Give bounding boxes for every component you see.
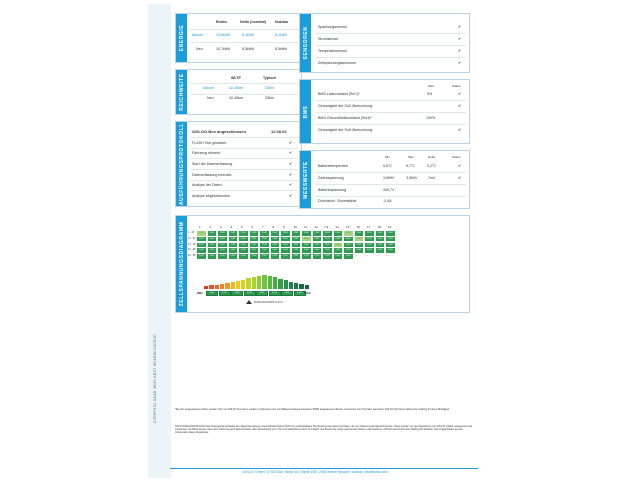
cell-voltage: 3,569: [219, 237, 225, 240]
energie-value: 8,4kWh: [275, 33, 288, 37]
cell-voltage: 3,569: [230, 237, 236, 240]
footer-address: AVILOO GmbH | IZ NÖ-Süd, Straße 15, Objekt 63/5 | 2355 Wiener Neudorf | Austria | info@aviloo.com: [243, 470, 388, 474]
cell-voltage: 3,569: [251, 237, 257, 240]
cell-empty: —: [365, 253, 368, 258]
cell-voltage: 3,569: [324, 243, 330, 246]
cell-voltage: 3,569: [324, 255, 330, 258]
column-label: 8: [272, 225, 275, 229]
check-icon: ✔: [458, 48, 462, 53]
cell-voltage: 3,569: [261, 237, 267, 240]
protokoll-item: Fahrzeug erkannt.: [192, 151, 222, 155]
cell-voltage: 3,569: [219, 249, 225, 252]
distribution-bar: [299, 284, 303, 289]
cell-voltage: 3,569: [261, 255, 267, 258]
cell-voltage: 3,569: [240, 249, 246, 252]
energie-tab: ENERGIE: [176, 14, 187, 62]
reichweite-value: 33km: [265, 86, 274, 90]
distribution-bar: [305, 285, 309, 289]
check-icon: ✔: [458, 175, 462, 180]
energie-header-nutzbar: Nutzbar: [275, 20, 289, 24]
distribution-bar: [289, 282, 293, 289]
messwerte-tab: MESSWERTE: [300, 151, 311, 208]
check-icon: ✔: [458, 103, 462, 108]
messwerte-row-label: Batterietemperatur: [318, 164, 348, 168]
cell-voltage: 3,569: [272, 255, 278, 258]
column-label: 12: [314, 225, 318, 229]
cell-voltage: 3,569: [240, 232, 246, 234]
cell-voltage: 3,569: [272, 243, 278, 246]
cell-voltage: 3,569: [366, 249, 372, 252]
distribution-bar: [252, 277, 256, 289]
sensoren-tab: SENSOREN: [300, 14, 311, 72]
distribution-bar: [246, 278, 250, 289]
bms-row-label: Genauigkeit der SoC-Berechnung:: [318, 104, 373, 108]
cell-voltage: 3,569: [251, 249, 257, 252]
protokoll-item: Analyse abgeschlossen.: [192, 194, 231, 198]
messwerte-row-label: Zellenspannung: [318, 176, 344, 180]
energie-header-brutto: Brutto: [216, 20, 227, 24]
column-label: 18: [377, 225, 381, 229]
check-icon: ✔: [289, 140, 293, 145]
cell-voltage: 3,569: [293, 232, 299, 234]
cell-voltage: 3,569: [198, 237, 204, 240]
cell-voltage: 3,569: [377, 232, 383, 234]
max-label: MAX: [304, 291, 311, 295]
cell-voltage: 3,569: [198, 243, 204, 246]
sensoren-card: [299, 13, 470, 73]
scale-value: 3,580: [281, 291, 293, 296]
cell-voltage: 3,569: [314, 237, 320, 240]
cell-voltage: 3,569: [335, 237, 341, 240]
column-label: 2: [209, 225, 212, 229]
cell-voltage: 3,569: [261, 232, 267, 234]
cell-voltage: 3,569: [272, 232, 278, 234]
messwerte-row-label: Durchschn. Stromstärke: [318, 199, 357, 203]
bms-row-label: BMS-Ladezustand (SoC)*:: [318, 92, 361, 96]
column-label: 13: [325, 225, 329, 229]
reichweite-row-label: Aktuell: [203, 86, 214, 90]
protokoll-item: Start der Datenerfassung.: [192, 162, 234, 166]
column-label: 7: [262, 225, 264, 229]
average-label: DURCHSCHNITTLICH: [254, 300, 283, 304]
messwerte-header-status: Status: [452, 155, 461, 159]
cell-voltage: 3,569: [303, 249, 309, 252]
check-icon: ✔: [458, 127, 462, 132]
zellspannung-card: [175, 215, 470, 313]
column-label: 5: [241, 225, 243, 229]
cell-voltage: 3,569: [209, 232, 215, 234]
scale-value: 3,575: [269, 291, 281, 296]
messwerte-row-label: Batteriespannung: [318, 188, 347, 192]
cell-voltage: 3,569: [324, 232, 330, 234]
cell-voltage: 3,569: [230, 232, 236, 234]
cell-voltage: 3,569: [335, 255, 341, 258]
column-label: 4: [230, 225, 233, 229]
cell-voltage: 3,569: [345, 249, 351, 252]
average-marker-icon: [246, 300, 252, 304]
cell-voltage: 3,569: [314, 232, 320, 234]
column-label: 3: [220, 225, 222, 229]
cell-voltage: 3,569: [272, 237, 278, 240]
report-page: [148, 4, 478, 478]
distribution-bar: [268, 276, 272, 289]
check-icon: ✔: [289, 150, 293, 155]
energie-header-netto: Netto (nominal): [240, 20, 267, 24]
cell-voltage: 3,569: [377, 243, 383, 246]
distribution-bar: [273, 277, 277, 289]
footnote-disclaimer: HAFTUNGSAUSSCHLUSS: Das Testergebnis beinhaltet den aktuell berechneten Gesundheitszustand (SoH) der Antriebsbatterie. Die Bestimmung basiert auf Daten, die vom Fahrzeug bereitgestellt werden. Diese werden von den Algorithmen von AVILOO erfasst, ausgewertet und interpretiert. Als Basis dienen neben dem Fahrzeug auch Referenzwerte. Eine Abweichung von ± 3% vom tatsächlichen Wert ist möglich. Die Bewertung erfolgt nach bestem Wissen und Gewissen; AVILOO übernimmt keine Haftung für Schäden oder Folgeschäden aus der Verwendung dieser Ergebnisse.: [175, 425, 473, 435]
cell-empty: —: [375, 253, 379, 258]
scale-value: 3,565: [244, 291, 256, 296]
bms-card: [299, 79, 470, 144]
cell-voltage: 3,569: [240, 243, 246, 246]
protokoll-head-date: 12.08.02: [271, 129, 287, 134]
document-code: C7E8T631 3A4B 4B35 AB27 6D4E8C13C54C: [152, 334, 157, 424]
cell-voltage: 3,569: [282, 237, 288, 240]
cell-voltage: 3,569: [387, 237, 393, 240]
cell-voltage: 3,569: [282, 243, 288, 246]
distribution-bar: [209, 285, 213, 289]
reichweite-tab: REICHWEITE: [176, 70, 187, 114]
cell-voltage: 3,569: [387, 232, 393, 234]
cell-voltage: 3,569: [209, 243, 215, 246]
distribution-bar: [231, 282, 235, 289]
check-icon: ✔: [289, 182, 293, 187]
cell-voltage: 3,569: [219, 243, 225, 246]
cell-voltage: 3,569: [209, 249, 215, 252]
cell-voltage: 3,569: [240, 255, 246, 258]
cell-voltage: 3,569: [356, 243, 362, 246]
scale-value: 3,585: [294, 291, 306, 296]
column-label: 17: [367, 225, 371, 229]
row-label: 61 - 80: [188, 248, 196, 252]
bms-row-value: 9%: [427, 92, 433, 96]
cell-voltage: 3,569: [335, 243, 341, 246]
reichweite-header-wltp: WLTP: [231, 76, 241, 80]
distribution-bar: [278, 279, 282, 289]
cell-empty: —: [386, 253, 389, 258]
cell-voltage: 3,569: [240, 237, 246, 240]
column-label: 9: [283, 225, 285, 229]
cell-voltage: 3,569: [356, 232, 362, 234]
distribution-bar: [220, 284, 224, 289]
cell-voltage: 3,569: [272, 249, 278, 252]
sensor-item: Zellspannungssensoren: [318, 61, 357, 65]
bms-header-status: Status: [452, 84, 461, 88]
distribution-bar: [257, 276, 261, 289]
cell-voltage: 3,569: [209, 237, 215, 240]
cell-voltage: 3,569: [198, 249, 204, 252]
reichweite-value: 42-45km: [229, 86, 243, 90]
cell-voltage: 3,569: [219, 255, 225, 258]
check-icon: ✔: [289, 161, 293, 166]
bms-row-value: 100%: [426, 116, 436, 120]
messwerte-value: 0,2°C: [427, 164, 437, 168]
footer-divider: [170, 468, 478, 469]
messwerte-value: 7mV: [428, 176, 436, 180]
protokoll-item: Datenerfassung beendet.: [192, 173, 233, 177]
cell-voltage: 3,569: [261, 249, 267, 252]
distribution-bar: [294, 283, 298, 289]
cell-voltage: 3,569: [377, 237, 383, 240]
column-label: 6: [251, 225, 254, 229]
cell-voltage: 3,569: [251, 255, 257, 258]
messwerte-value: 330,7V: [383, 188, 395, 192]
cell-voltage: 3,569: [356, 237, 362, 240]
column-label: 16: [356, 225, 360, 229]
reichweite-row-label: Neu: [207, 96, 214, 100]
messwerte-header-delta: Delta: [428, 155, 436, 159]
cell-voltage: 3,569: [293, 243, 299, 246]
check-icon: ✔: [289, 172, 293, 177]
distribution-bar: [284, 280, 288, 289]
messwerte-value: 9,7°C: [406, 164, 416, 168]
reichweite-header-typisch: Typisch: [263, 76, 277, 80]
reichweite-value: 42-45km: [229, 96, 243, 100]
check-icon: ✔: [458, 163, 462, 168]
cell-voltage: 3,569: [356, 249, 362, 252]
cell-voltage: 3,569: [345, 232, 351, 234]
row-label: 21 - 40: [188, 236, 196, 240]
cell-voltage: 3,569: [282, 249, 288, 252]
column-label: 14: [335, 225, 339, 229]
reichweite-value: 33km: [265, 96, 274, 100]
check-icon: ✔: [458, 60, 462, 65]
cell-voltage: 3,569: [293, 237, 299, 240]
cell-voltage: 3,569: [230, 249, 236, 252]
distribution-bar: [236, 281, 240, 289]
cell-voltage: 3,569: [314, 255, 320, 258]
reichweite-card: [175, 69, 302, 115]
protokoll-head-label: AVILOO-Box angeschlossen.: [192, 129, 248, 134]
cell-voltage: 3,569: [293, 255, 299, 258]
energie-value: 8,5kWh: [242, 47, 255, 51]
scale-value: 3,569: [256, 291, 268, 296]
energie-value: 8,5kWh: [275, 47, 288, 51]
cell-voltage: 3,569: [335, 249, 341, 252]
cell-voltage: 3,569: [377, 249, 383, 252]
footnote-bms: *Die hier ausgewiesenen Werte wurden nicht von AVILOO berechnet, sondern entsprechen den vom Batteriemanagementsystem (BMS) ausgelesenen Werten und wurden vom Hersteller berechnet. AVILOO übernimmt dafür keine Haftung für deren Richtigkeit.: [175, 408, 450, 411]
distribution-bar: [225, 283, 229, 289]
cell-voltage: 3,569: [219, 232, 225, 234]
cell-voltage: 3,569: [282, 232, 288, 234]
check-icon: ✔: [458, 36, 462, 41]
cell-voltage: 3,569: [230, 243, 236, 246]
cell-voltage: 3,569: [282, 255, 288, 258]
protokoll-item: Analyse der Daten.: [192, 183, 223, 187]
distribution-bar: [241, 280, 245, 289]
sensor-item: Temperatursensor: [318, 49, 347, 53]
energie-value: 8,4kWh: [242, 33, 255, 37]
cell-voltage: 3,569: [387, 249, 393, 252]
check-icon: ✔: [458, 24, 462, 29]
messwerte-header-min: Min: [385, 155, 390, 159]
cell-voltage: 3,569: [345, 237, 351, 240]
messwerte-value: -2,4A: [383, 199, 392, 203]
cell-voltage: 3,569: [303, 232, 309, 234]
cell-voltage: 3,569: [387, 243, 393, 246]
row-label: 81 - 96: [188, 254, 196, 258]
scale-value: 3,560: [231, 291, 243, 296]
cell-voltage: 3,569: [366, 243, 372, 246]
cell-voltage: 3,569: [303, 255, 309, 258]
cell-voltage: 3,569: [324, 249, 330, 252]
cell-voltage: 3,569: [324, 237, 330, 240]
messwerte-header-max: Max: [408, 155, 414, 159]
sensor-item: Stromsensor: [318, 37, 339, 41]
distribution-bar: [215, 285, 219, 289]
messwerte-card: [299, 150, 470, 209]
min-label: MIN: [197, 291, 203, 295]
zellspannung-tab: ZELLSPANNUNGSDIAGRAMM: [176, 216, 187, 312]
energie-card: [175, 13, 302, 63]
cell-voltage: 3,569: [314, 249, 320, 252]
cell-voltage: 3,569: [251, 232, 257, 234]
cell-voltage: 3,569: [198, 232, 204, 234]
scale-value: 3,550: [206, 291, 218, 296]
cell-voltage: 3,569: [345, 255, 351, 258]
cell-voltage: 3,569: [198, 255, 204, 258]
column-label: 11: [304, 225, 308, 229]
column-label: 19: [388, 225, 392, 229]
cell-voltage: 3,569: [314, 243, 320, 246]
bms-row-label: BMS-Gesundheitszustand (SoH)*:: [318, 116, 373, 120]
row-label: 1 - 20: [188, 231, 195, 234]
messwerte-value: 3,569V: [383, 176, 395, 180]
bms-tab: BMS: [300, 80, 311, 143]
cell-voltage: 3,569: [261, 243, 267, 246]
distribution-bar: [204, 286, 208, 289]
messwerte-value: 3,569V: [406, 176, 418, 180]
messwerte-value: 9,6°C: [383, 164, 393, 168]
sensor-item: Spannungssensor: [318, 25, 347, 29]
bms-header-wert: Wert: [428, 84, 435, 88]
cell-voltage: 3,569: [335, 232, 341, 234]
cell-voltage: 3,569: [209, 255, 215, 258]
scale-value: 3,555: [219, 291, 231, 296]
energie-value: 10,6kWh: [216, 33, 231, 37]
energie-value: 10,7kWh: [216, 47, 231, 51]
check-icon: ✔: [458, 91, 462, 96]
column-label: 1: [199, 225, 201, 229]
cell-voltage: 3,569: [293, 249, 299, 252]
check-icon: ✔: [289, 193, 293, 198]
cell-voltage: 3,569: [251, 243, 257, 246]
cell-voltage: 3,569: [230, 255, 236, 258]
bms-row-label: Genauigkeit der SoH-Berechnung:: [318, 128, 373, 132]
cell-voltage: 3,569: [303, 237, 309, 240]
cell-voltage: 3,569: [345, 243, 351, 246]
protokoll-item: FLASH Test gestartet.: [192, 141, 228, 145]
cell-voltage: 3,569: [366, 232, 372, 234]
row-label: 41 - 60: [188, 242, 196, 246]
cell-voltage: 3,569: [366, 237, 372, 240]
cell-empty: —: [354, 253, 358, 258]
protokoll-card: [175, 121, 302, 207]
protokoll-tab: AUSFÜHRUNGSPROTOKOLL: [176, 122, 187, 206]
energie-row-label: Aktuell: [192, 33, 203, 37]
column-label: 10: [293, 225, 297, 229]
column-label: 15: [346, 225, 350, 229]
energie-row-label: Neu: [196, 47, 203, 51]
cell-voltage: 3,569: [303, 243, 309, 246]
distribution-bar: [262, 275, 266, 289]
